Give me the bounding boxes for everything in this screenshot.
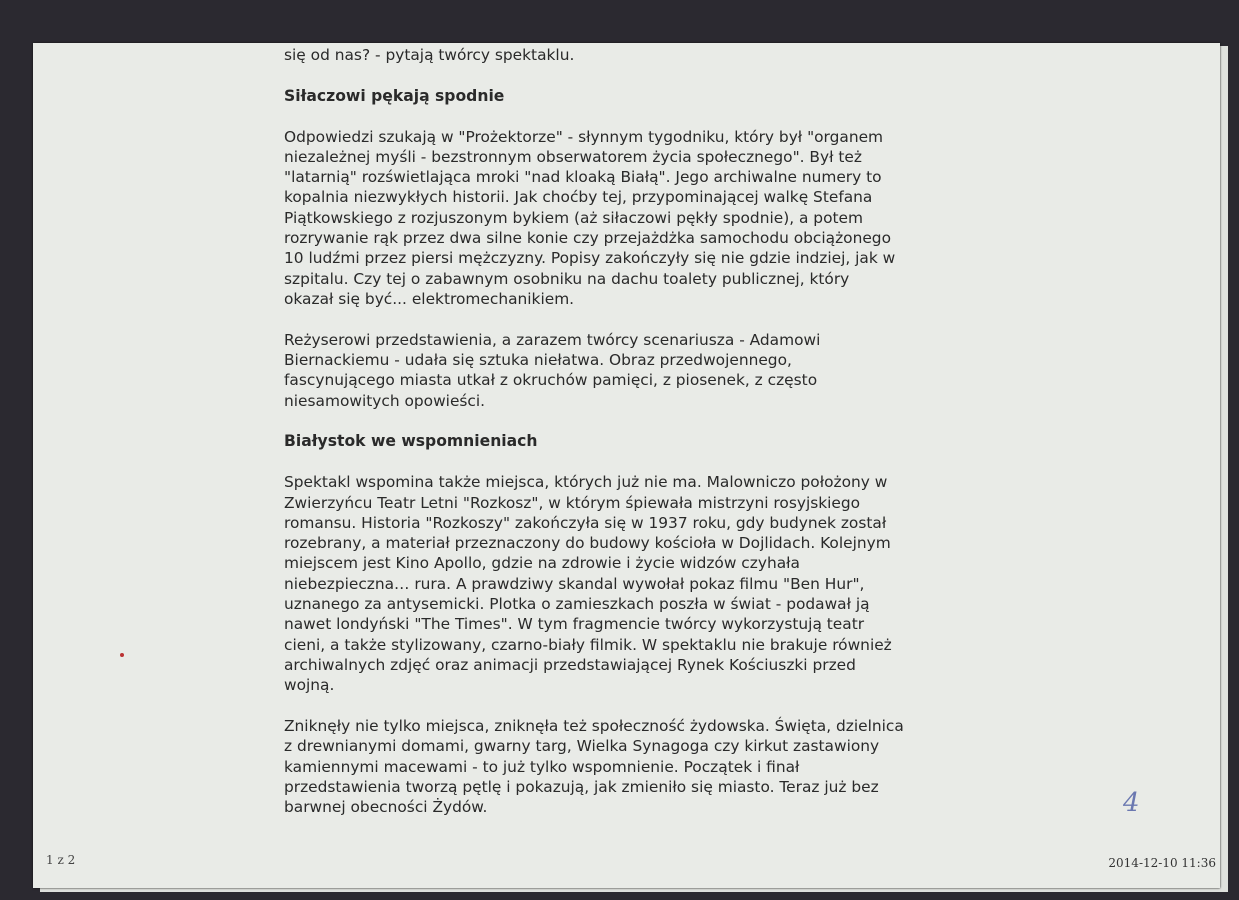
text-line: rozrywanie rąk przez dwa silne konie czy przejażdżka samochodu obciążonego bbox=[284, 229, 891, 248]
scanned-page bbox=[33, 43, 1220, 888]
text-line: Spektakl wspomina także miejsca, których już nie ma. Malowniczo położony w bbox=[284, 473, 888, 492]
text-line: kamiennymi macewami - to już tylko wspomnienie. Początek i finał bbox=[284, 757, 800, 776]
text-line: Piątkowskiego z rozjuszonym bykiem (aż siłaczowi pękły spodnie), a potem bbox=[284, 208, 863, 227]
text-line: Zwierzyńcu Teatr Letni "Rozkosz", w którym śpiewała mistrzyni rosyjskiego bbox=[284, 493, 861, 512]
text-line: romansu. Historia "Rozkoszy" zakończyła się w 1937 roku, gdy budynek został bbox=[284, 513, 887, 532]
text-line: z drewnianymi domami, gwarny targ, Wielka Synagoga czy kirkut zastawiony bbox=[284, 737, 880, 756]
text-line: Biernackiemu - udała się sztuka niełatwa. Obraz przedwojennego, bbox=[284, 351, 792, 370]
text-line: niesamowitych opowieści. bbox=[284, 391, 486, 410]
text-line: przedstawienia tworzą pętlę i pokazują, jak zmieniło się miasto. Teraz już bez bbox=[284, 777, 879, 796]
text-line: nawet londyński "The Times". W tym fragmencie twórcy wykorzystują teatr bbox=[284, 615, 865, 634]
paragraph bbox=[284, 127, 1004, 310]
text-line: uznanego za antysemicki. Plotka o zamieszkach poszła w świat - podawał ją bbox=[284, 595, 870, 614]
section-heading: Białystok we wspomnieniach bbox=[284, 432, 538, 451]
paragraph bbox=[284, 472, 1004, 695]
text-line: barwnej obecności Żydów. bbox=[284, 798, 488, 817]
text-line: niebezpieczna… rura. A prawdziwy skandal wywołał pokaz filmu "Ben Hur", bbox=[284, 574, 865, 593]
page-indicator: 1 z 2 bbox=[46, 853, 76, 867]
text-line: szpitalu. Czy tej o zabawnym osobniku na dachu toalety publicznej, który bbox=[284, 269, 850, 288]
text-line: miejscem jest Kino Apollo, gdzie na zdrowie i życie widzów czyhała bbox=[284, 554, 800, 573]
text-line: rozebrany, a materiał przeznaczony do budowy kościoła w Dojlidach. Kolejnym bbox=[284, 534, 891, 553]
text-line: niezależnej myśli - bezstronnym obserwatorem życia społecznego". Był też bbox=[284, 147, 862, 166]
text-line: okazał się być... elektromechanikiem. bbox=[284, 289, 575, 308]
intro-paragraph bbox=[284, 45, 1004, 65]
handwritten-page-number: 4 bbox=[1123, 788, 1140, 818]
text-line: Zniknęły nie tylko miejsca, zniknęła też społeczność żydowska. Święta, dzielnica bbox=[284, 717, 904, 736]
text-line: "latarnią" rozświetlająca mroki "nad kloaką Białą". Jego archiwalne numery to bbox=[284, 168, 882, 187]
paragraph bbox=[284, 716, 1004, 817]
text-line: kopalnia niezwykłych historii. Jak choćby tej, przypominającej walkę Stefana bbox=[284, 188, 873, 207]
article-body bbox=[284, 45, 1004, 838]
text-line: 10 ludźmi przez piersi mężczyzny. Popisy zakończyły się nie gdzie indziej, jak w bbox=[284, 249, 896, 268]
text-line: cieni, a także stylizowany, czarno-biały filmik. W spektaklu nie brakuje również bbox=[284, 635, 892, 654]
text-line: archiwalnych zdjęć oraz animacji przedstawiającej Rynek Kościuszki przed bbox=[284, 655, 856, 674]
text-line: fascynującego miasta utkał z okruchów pamięci, z piosenek, z często bbox=[284, 371, 818, 390]
ink-speck bbox=[120, 653, 124, 657]
paragraph bbox=[284, 330, 1004, 411]
text-line: Reżyserowi przedstawienia, a zarazem twórcy scenariusza - Adamowi bbox=[284, 330, 821, 349]
text-line: Odpowiedzi szukają w "Prożektorze" - słynnym tygodniku, który był "organem bbox=[284, 127, 884, 146]
print-timestamp: 2014-12-10 11:36 bbox=[1108, 856, 1216, 870]
text-line: wojną. bbox=[284, 676, 335, 695]
text-line: się od nas? - pytają twórcy spektaklu. bbox=[284, 46, 575, 64]
section-heading: Siłaczowi pękają spodnie bbox=[284, 86, 505, 105]
